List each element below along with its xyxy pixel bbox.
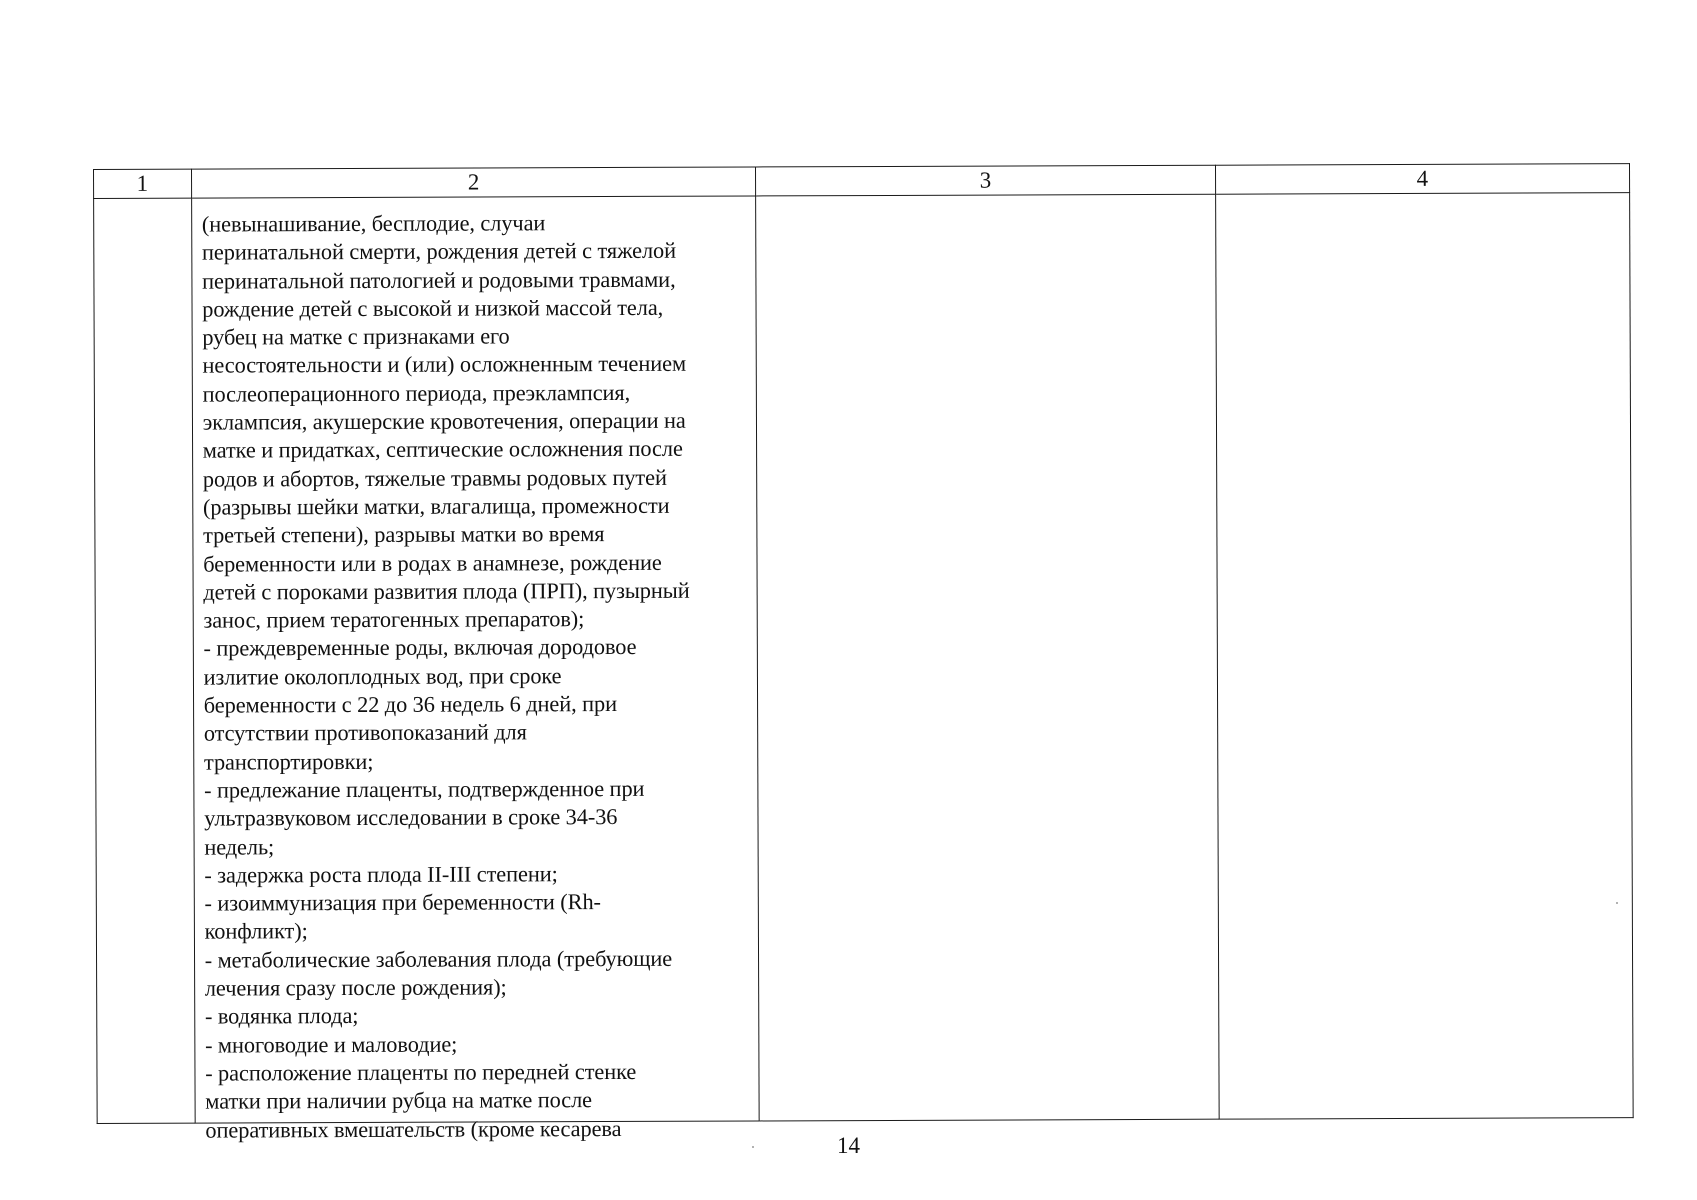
cell-col-2: [191, 196, 759, 1143]
header-col-1: 1: [94, 169, 192, 198]
header-col-4: 4: [1215, 164, 1630, 195]
cell-col-4-text: [1216, 193, 1633, 1119]
header-col-2: 2: [191, 167, 756, 198]
cell-col-3-text: [756, 195, 1218, 1121]
scan-speck: [752, 1146, 754, 1148]
cell-col-2-text: (невынашивание, бесплодие, случаи перинатальной смерти, рождения детей с тяжелой перинатальной патологией и родовыми травмами, рождение детей с высокой и низкой массой тела, рубец на матке с признаками его несостоятельности и (или) осложненным течением послеоперационного периода, преэклампсия, эклампсия, акушерские кровотечения, операции на матке и придатках, септические осложнения после родов и абортов, тяжелые травмы родовых путей (разрывы шейки матки, влагалища, промежности третьей степени), разрывы матки во время беременности или в родах в анамнезе, рождение детей с пороками развития плода (ПРП), пузырный занос, прием тератогенных препаратов); - преждевременные роды, включая дородовое излитие околоплодных вод, при сроке беременности с 22 до 36 недель 6 дней, при отсутствии противопоказаний для транспортировки; - предлежание плаценты, подтвержденное при ультразвуковом исследовании в сроке 34-36 недель; - задержка роста плода II-III степени; - изоиммунизация при беременности (Rh- конфликт); - метаболические заболевания плода (требующие лечения сразу после рождения); - водянка плода; - многоводие и маловодие; - расположение плаценты по передней стенке матки при наличии рубца на матке после оперативных вмешательств (кроме кесарева: [201, 210, 690, 1143]
scan-speck: [1616, 902, 1618, 904]
cell-col-1: [94, 198, 195, 1123]
page-number: 14: [837, 1133, 860, 1158]
cell-col-1-text: [94, 199, 194, 1123]
cell-col-3: [756, 194, 1219, 1121]
cell-col-4: [1215, 193, 1633, 1120]
header-col-3: 3: [756, 165, 1215, 196]
table-row: [94, 193, 1634, 1124]
document-table: [93, 163, 1634, 1143]
